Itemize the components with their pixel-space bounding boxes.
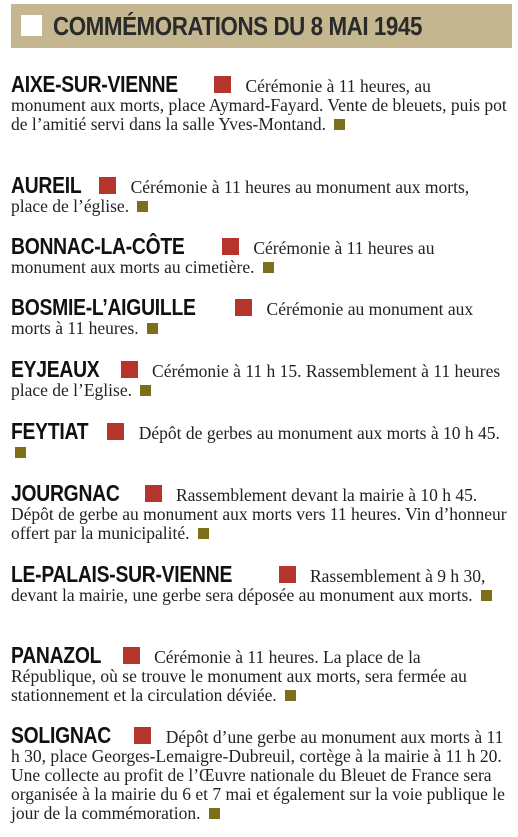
entry-le-palais-sur-vienne (11, 561, 508, 605)
town-name: AIXE-SUR-VIENNE (11, 71, 178, 97)
end-square-icon (209, 808, 220, 819)
end-square-icon (263, 262, 274, 273)
town-name: BOSMIE-L’AIGUILLE (11, 294, 196, 320)
end-square-icon (147, 323, 158, 334)
red-square-icon (279, 566, 296, 583)
red-square-icon (214, 76, 231, 93)
town-name: FEYTIAT (11, 418, 89, 444)
red-square-icon (107, 423, 124, 440)
town-name: BONNAC-LA-CÔTE (11, 233, 185, 259)
entry-text: Dépôt d’une gerbe au monument aux morts à 11 h 30, place Georges-Lemaigre-Dubreuil, cortège à la mairie à 11 h 20. Une collecte au profit de l’Œuvre nationale du Bleuet de France sera organisée à la mairie du 6 et 7 mai et également sur la voie publique le jour de la commémoration. (11, 727, 505, 823)
end-square-icon (15, 447, 26, 458)
end-square-icon (140, 385, 151, 396)
entry-text: Rassemblement devant la mairie à 10 h 45. Dépôt de gerbe au monument aux morts vers 11 heures. Vin d’honneur offert par la municipalité. (11, 485, 507, 543)
red-square-icon (222, 238, 239, 255)
end-square-icon (334, 119, 345, 130)
end-square-icon (285, 690, 296, 701)
town-name: EYJEAUX (11, 356, 100, 382)
entry-eyjeaux (11, 356, 508, 400)
red-square-icon (235, 299, 252, 316)
entry-text: Dépôt de gerbes au monument aux morts à 10 h 45. (138, 423, 500, 443)
entry-text: Cérémonie à 11 heures au monument aux morts, place de l’église. (11, 177, 470, 216)
red-square-icon (123, 647, 140, 664)
header-square-icon (21, 15, 42, 36)
town-name: PANAZOL (11, 642, 102, 668)
entry-panazol (11, 642, 508, 705)
entry-text: Rassemblement à 9 h 30, devant la mairie, une gerbe sera déposée au monument aux morts. (11, 566, 486, 605)
end-square-icon (137, 201, 148, 212)
red-square-icon (99, 177, 116, 194)
section-header (11, 4, 512, 48)
entry-text: Cérémonie à 11 heures. La place de la République, où se trouve le monument aux morts, sera fermée au stationnement et la circulation déviée. (11, 647, 467, 705)
red-square-icon (145, 485, 162, 502)
entry-text: Cérémonie à 11 h 15. Rassemblement à 11 heures place de l’Eglise. (11, 361, 501, 400)
entry-text: Cérémonie au monument aux morts à 11 heures. (11, 299, 474, 338)
town-name: JOURGNAC (11, 480, 120, 506)
entry-solignac (11, 722, 508, 823)
end-square-icon (481, 590, 492, 601)
entry-aureil (11, 172, 508, 216)
entry-bonnac-la-cote (11, 233, 508, 277)
entry-bosmie-l-aiguille (11, 294, 508, 338)
town-name: SOLIGNAC (11, 722, 111, 748)
town-name: LE-PALAIS-SUR-VIENNE (11, 561, 233, 587)
section-title: COMMÉMORATIONS DU 8 MAI 1945 (53, 11, 422, 41)
entry-text: Cérémonie à 11 heures, au monument aux morts, place Aymard-Fayard. Vente de bleuets, puis pot de l’amitié servi dans la salle Yves-Montand. (11, 76, 507, 134)
end-square-icon (198, 528, 209, 539)
entry-text: Cérémonie à 11 heures au monument aux morts au cimetière. (11, 238, 435, 277)
entry-aixe-sur-vienne (11, 71, 508, 134)
entry-jourgnac (11, 480, 508, 543)
entry-feytiat (11, 418, 508, 462)
red-square-icon (134, 727, 151, 744)
red-square-icon (121, 361, 138, 378)
town-name: AUREIL (11, 172, 82, 198)
